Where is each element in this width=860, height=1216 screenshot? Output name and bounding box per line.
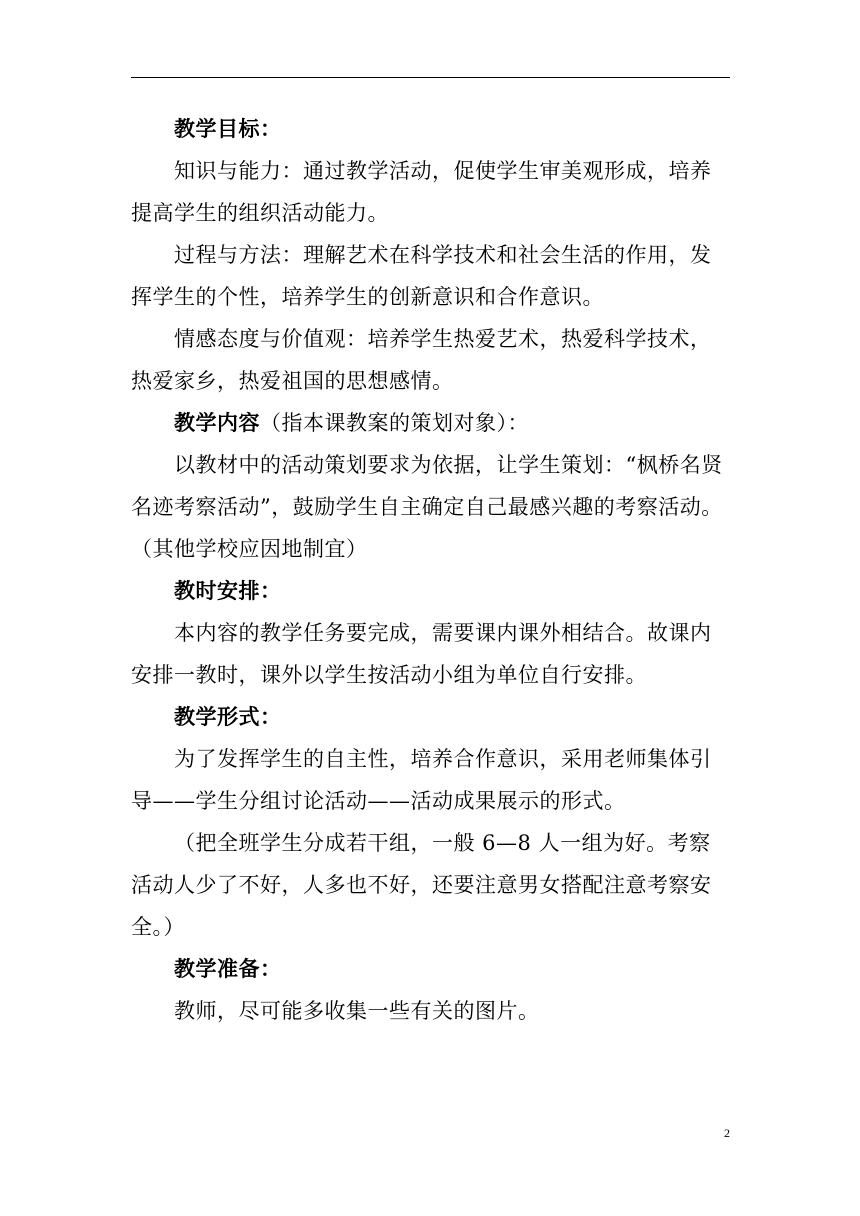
- teaching-goals-heading: 教学目标：: [174, 116, 282, 141]
- page-body: [131, 108, 730, 1032]
- schedule-heading: 教时安排：: [174, 578, 282, 603]
- goal-emotion-paragraph: 情感态度与价值观：培养学生热爱艺术，热爱科学技术，热爱家乡，热爱祖国的思想感情。: [131, 327, 712, 393]
- header-rule: [131, 77, 730, 78]
- teaching-form-paragraph: 为了发挥学生的自主性，培养合作意识，采用老师集体引导——学生分组讨论活动——活动成果展示的形式。: [131, 747, 712, 813]
- teaching-form-note-paragraph: （把全班学生分成若干组，一般 6—8 人一组为好。考察活动人少了不好，人多也不好，还要注意男女搭配注意考察安全。）: [131, 831, 712, 939]
- schedule-paragraph: 本内容的教学任务要完成，需要课内课外相结合。故课内安排一教时，课外以学生按活动小组为单位自行安排。: [131, 621, 712, 687]
- teaching-content-heading: 教学内容: [174, 410, 260, 435]
- goal-process-paragraph: 过程与方法：理解艺术在科学技术和社会生活的作用，发挥学生的个性，培养学生的创新意识和合作意识。: [131, 243, 712, 309]
- teaching-content-paragraph: 以教材中的活动策划要求为依据，让学生策划：“枫桥名贤名迹考察活动”，鼓励学生自主确定自己最感兴趣的考察活动。（其他学校应因地制宜）: [131, 453, 723, 561]
- goal-knowledge-paragraph: 知识与能力：通过教学活动，促使学生审美观形成，培养提高学生的组织活动能力。: [131, 159, 712, 225]
- page-number: 2: [724, 1126, 730, 1140]
- teaching-content-heading-note: （指本课教案的策划对象）：: [260, 411, 529, 435]
- teaching-form-heading: 教学形式：: [174, 704, 282, 729]
- teaching-content-heading-line: [131, 402, 730, 444]
- preparation-heading: 教学准备：: [174, 956, 282, 981]
- preparation-paragraph: 教师，尽可能多收集一些有关的图片。: [174, 999, 540, 1023]
